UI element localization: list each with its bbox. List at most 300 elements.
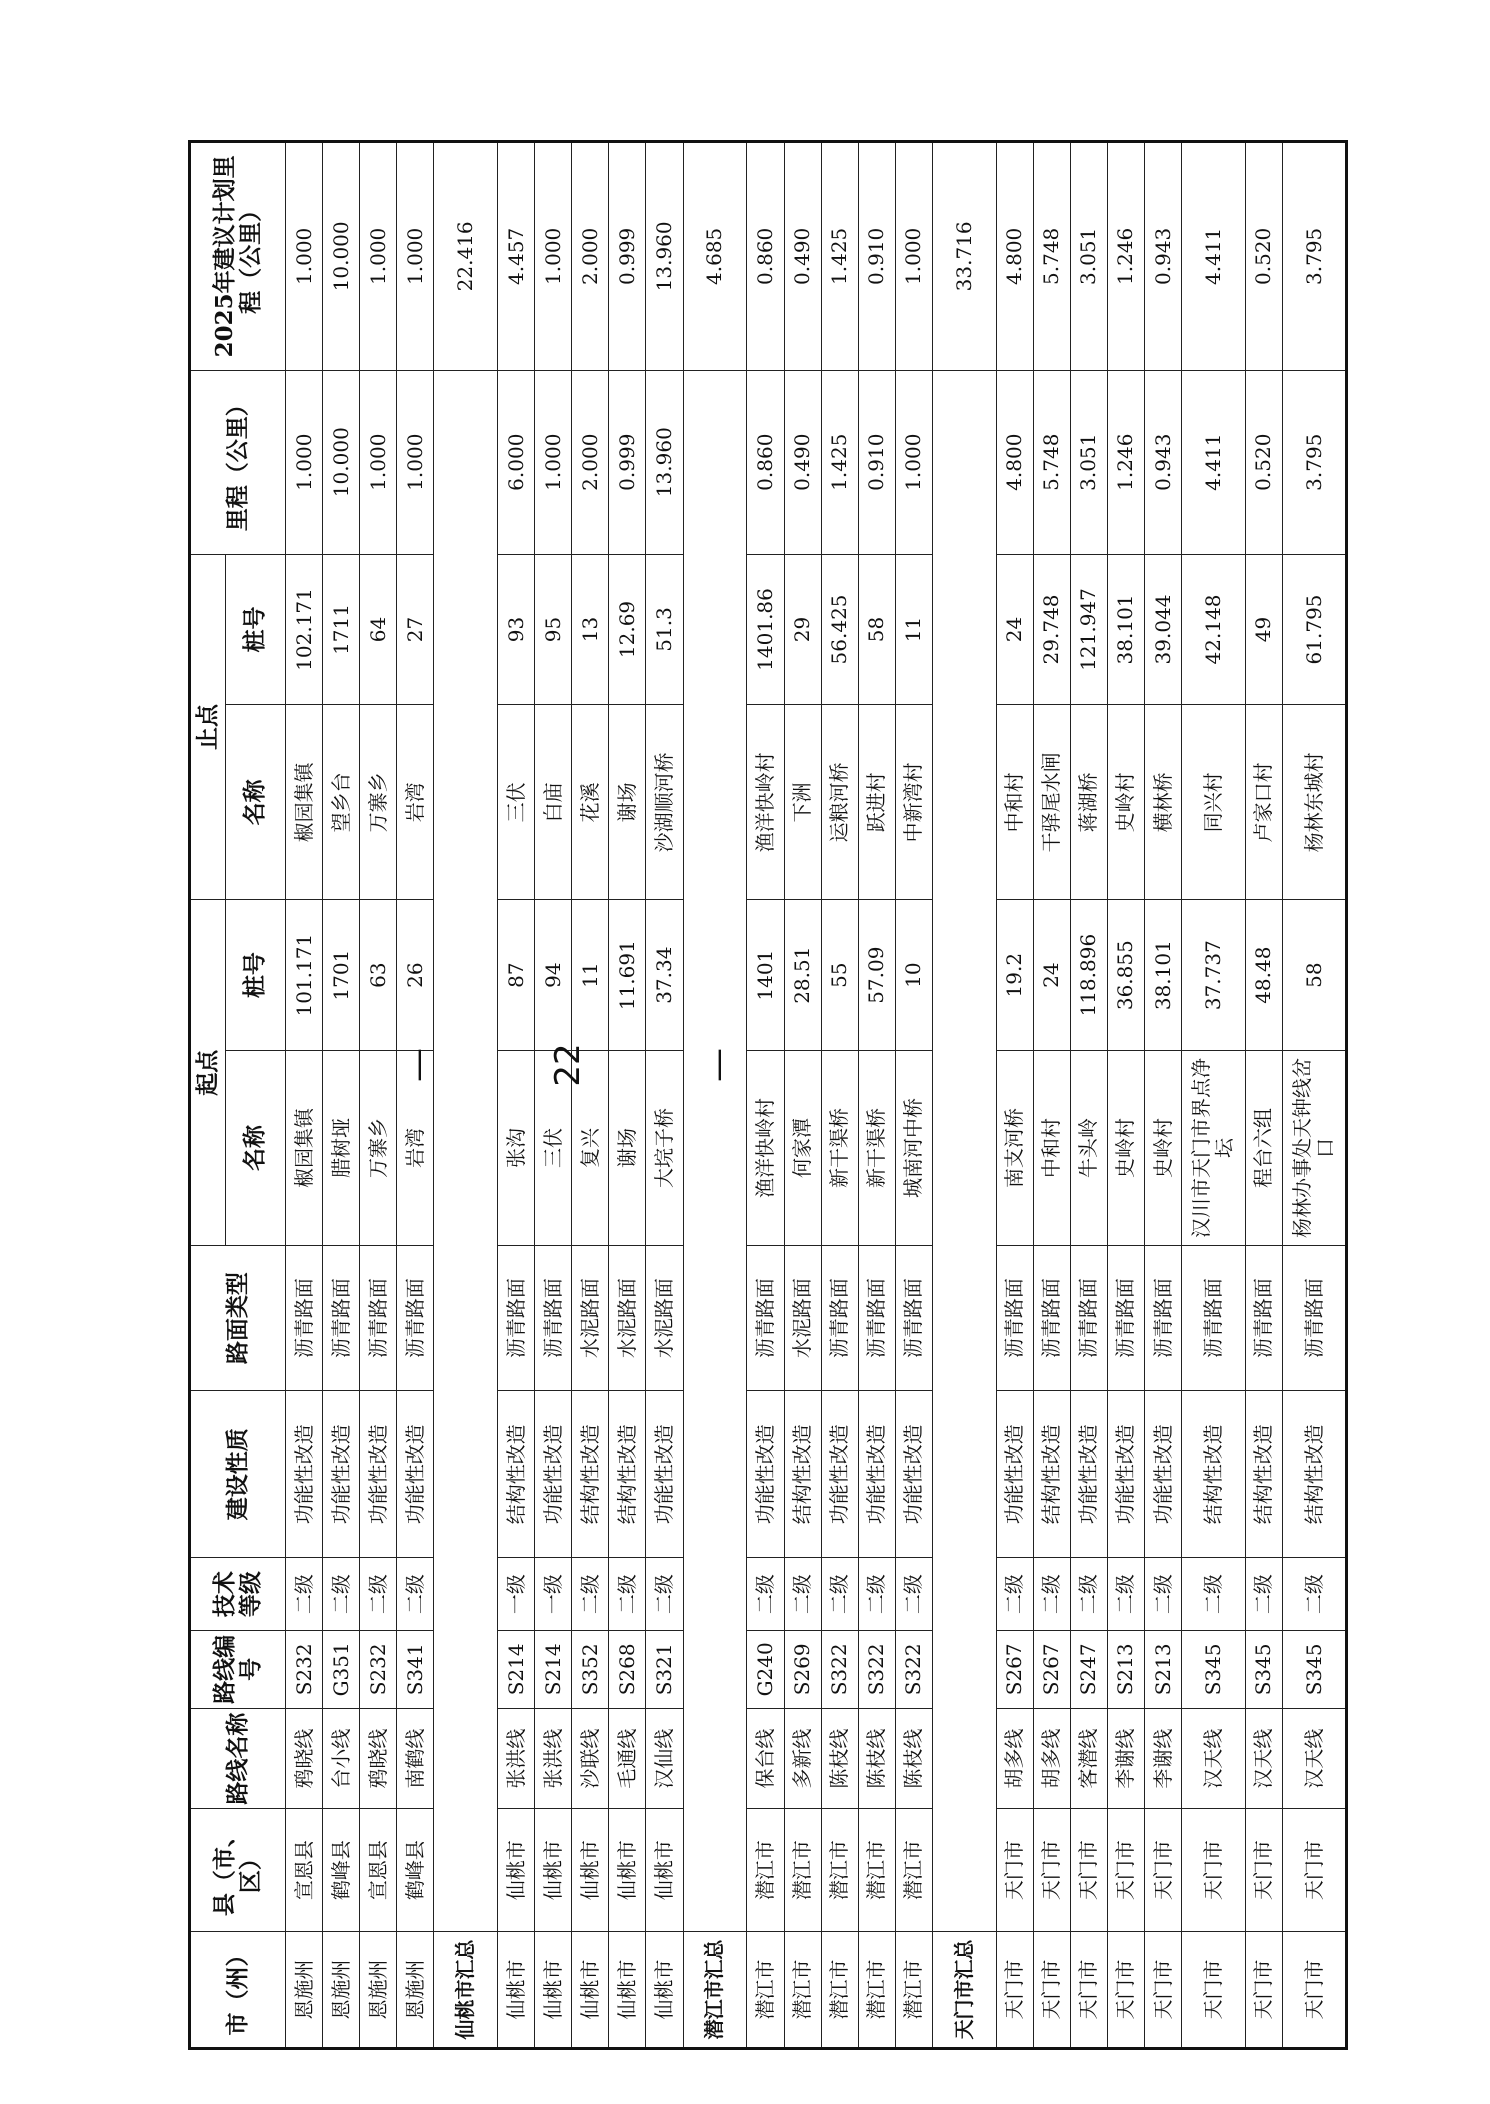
city-cell: 潜江市 — [784, 1931, 821, 2048]
route-name-cell: 毛通线 — [609, 1708, 646, 1808]
start-stake-cell: 63 — [360, 900, 397, 1051]
header-surface: 路面类型 — [190, 1246, 286, 1391]
construction-cell: 功能性改造 — [895, 1391, 932, 1558]
grade-cell: 二级 — [360, 1558, 397, 1630]
start-name-cell: 汉川市天门市界点净坛 — [1182, 1050, 1246, 1245]
table-body — [286, 142, 1347, 2049]
summary-blank — [434, 370, 498, 1931]
mileage-cell: 1.246 — [1107, 370, 1144, 554]
table-row — [360, 142, 397, 2049]
planned-cell: 0.910 — [858, 142, 895, 371]
start-name-cell: 中和村 — [1033, 1050, 1070, 1245]
route-name-cell: 客潜线 — [1070, 1708, 1107, 1808]
table-row — [1182, 142, 1246, 2049]
grade-cell: 二级 — [1070, 1558, 1107, 1630]
city-cell: 天门市 — [1182, 1931, 1246, 2048]
planned-cell: 0.520 — [1245, 142, 1282, 371]
city-cell: 仙桃市 — [646, 1931, 683, 2048]
header-route-name: 路线名称 — [190, 1708, 286, 1808]
summary-blank — [932, 370, 996, 1931]
end-stake-cell: 58 — [858, 554, 895, 705]
city-cell: 潜江市 — [895, 1931, 932, 2048]
header-planned: 2025年建议计划里程（公里） — [190, 142, 286, 371]
end-name-cell: 同兴村 — [1182, 705, 1246, 900]
start-name-cell: 史岭村 — [1144, 1050, 1181, 1245]
route-code-cell: S267 — [1033, 1630, 1070, 1708]
construction-cell: 结构性改造 — [1283, 1391, 1347, 1558]
start-stake-cell: 37.737 — [1182, 900, 1246, 1051]
county-cell: 潜江市 — [821, 1809, 858, 1932]
grade-cell: 二级 — [646, 1558, 683, 1630]
end-name-cell: 蒋湖桥 — [1070, 705, 1107, 900]
grade-cell: 二级 — [1107, 1558, 1144, 1630]
table-row — [895, 142, 932, 2049]
header-county: 县（市、区） — [190, 1809, 286, 1932]
city-cell: 潜江市 — [858, 1931, 895, 2048]
route-name-cell: 胡多线 — [1033, 1708, 1070, 1808]
end-stake-cell: 102.171 — [286, 554, 323, 705]
grade-cell: 二级 — [1144, 1558, 1181, 1630]
city-cell: 天门市 — [1283, 1931, 1347, 2048]
route-code-cell: S232 — [360, 1630, 397, 1708]
construction-cell: 功能性改造 — [360, 1391, 397, 1558]
end-stake-cell: 1401.86 — [747, 554, 784, 705]
city-cell: 仙桃市 — [535, 1931, 572, 2048]
city-cell: 仙桃市 — [609, 1931, 646, 2048]
grade-cell: 二级 — [1283, 1558, 1347, 1630]
end-stake-cell: 38.101 — [1107, 554, 1144, 705]
route-code-cell: S269 — [784, 1630, 821, 1708]
start-stake-cell: 19.2 — [996, 900, 1033, 1051]
route-code-cell: S214 — [498, 1630, 535, 1708]
route-code-cell: S345 — [1182, 1630, 1246, 1708]
route-name-cell: 张洪线 — [498, 1708, 535, 1808]
end-name-cell: 万寨乡 — [360, 705, 397, 900]
route-code-cell: S341 — [397, 1630, 434, 1708]
route-name-cell: 南鹤线 — [397, 1708, 434, 1808]
county-cell: 天门市 — [1283, 1809, 1347, 1932]
county-cell: 仙桃市 — [535, 1809, 572, 1932]
surface-cell: 水泥路面 — [609, 1246, 646, 1391]
grade-cell: 二级 — [784, 1558, 821, 1630]
construction-cell: 功能性改造 — [397, 1391, 434, 1558]
county-cell: 天门市 — [1070, 1809, 1107, 1932]
start-name-cell: 城南河中桥 — [895, 1050, 932, 1245]
route-code-cell: S214 — [535, 1630, 572, 1708]
end-stake-cell: 64 — [360, 554, 397, 705]
route-name-cell: 陈枝线 — [858, 1708, 895, 1808]
end-stake-cell: 51.3 — [646, 554, 683, 705]
route-code-cell: G351 — [323, 1630, 360, 1708]
mileage-cell: 0.910 — [858, 370, 895, 554]
start-name-cell: 大垸子桥 — [646, 1050, 683, 1245]
mileage-cell: 2.000 — [572, 370, 609, 554]
surface-cell: 沥青路面 — [498, 1246, 535, 1391]
route-code-cell: S345 — [1283, 1630, 1347, 1708]
start-name-cell: 三伏 — [535, 1050, 572, 1245]
route-code-cell: S268 — [609, 1630, 646, 1708]
end-stake-cell: 11 — [895, 554, 932, 705]
surface-cell: 沥青路面 — [323, 1246, 360, 1391]
start-stake-cell: 58 — [1283, 900, 1347, 1051]
grade-cell: 二级 — [996, 1558, 1033, 1630]
county-cell: 宣恩县 — [360, 1809, 397, 1932]
planned-cell: 1.246 — [1107, 142, 1144, 371]
table-row — [1033, 142, 1070, 2049]
county-cell: 天门市 — [1144, 1809, 1181, 1932]
end-stake-cell: 29 — [784, 554, 821, 705]
planned-cell: 10.000 — [323, 142, 360, 371]
end-name-cell: 中新湾村 — [895, 705, 932, 900]
surface-cell: 沥青路面 — [286, 1246, 323, 1391]
planned-cell: 0.860 — [747, 142, 784, 371]
rotated-page — [188, 140, 1348, 2050]
surface-cell: 沥青路面 — [1107, 1246, 1144, 1391]
planned-cell: 3.051 — [1070, 142, 1107, 371]
city-cell: 仙桃市 — [498, 1931, 535, 2048]
planned-cell: 3.795 — [1283, 142, 1347, 371]
table-row — [397, 142, 434, 2049]
county-cell: 天门市 — [1033, 1809, 1070, 1932]
surface-cell: 沥青路面 — [821, 1246, 858, 1391]
header-city: 市（州） — [190, 1931, 286, 2048]
mileage-cell: 13.960 — [646, 370, 683, 554]
county-cell: 天门市 — [1107, 1809, 1144, 1932]
planned-cell: 1.425 — [821, 142, 858, 371]
end-name-cell: 椒园集镇 — [286, 705, 323, 900]
summary-planned: 22.416 — [434, 142, 498, 371]
route-code-cell: S247 — [1070, 1630, 1107, 1708]
mileage-cell: 1.000 — [895, 370, 932, 554]
start-name-cell: 谢场 — [609, 1050, 646, 1245]
construction-cell: 功能性改造 — [1070, 1391, 1107, 1558]
construction-cell: 结构性改造 — [1245, 1391, 1282, 1558]
surface-cell: 沥青路面 — [747, 1246, 784, 1391]
construction-cell: 结构性改造 — [1033, 1391, 1070, 1558]
end-name-cell: 白庙 — [535, 705, 572, 900]
county-cell: 潜江市 — [784, 1809, 821, 1932]
county-cell: 天门市 — [1245, 1809, 1282, 1932]
surface-cell: 沥青路面 — [1245, 1246, 1282, 1391]
route-name-cell: 胡多线 — [996, 1708, 1033, 1808]
city-cell: 潜江市 — [747, 1931, 784, 2048]
mileage-cell: 0.999 — [609, 370, 646, 554]
construction-cell: 结构性改造 — [498, 1391, 535, 1558]
header-tech-grade: 技术等级 — [190, 1558, 286, 1630]
grade-cell: 二级 — [1245, 1558, 1282, 1630]
header-start-group: 起点 — [190, 900, 226, 1246]
county-cell: 潜江市 — [858, 1809, 895, 1932]
end-name-cell: 横林桥 — [1144, 705, 1181, 900]
table-row — [996, 142, 1033, 2049]
page-number: — 22 — — [398, 1043, 738, 1087]
grade-cell: 二级 — [286, 1558, 323, 1630]
route-name-cell: 汉仙线 — [646, 1708, 683, 1808]
city-cell: 潜江市 — [821, 1931, 858, 2048]
start-name-cell: 牛头岭 — [1070, 1050, 1107, 1245]
start-name-cell: 新干渠桥 — [858, 1050, 895, 1245]
end-stake-cell: 93 — [498, 554, 535, 705]
grade-cell: 二级 — [858, 1558, 895, 1630]
construction-cell: 结构性改造 — [784, 1391, 821, 1558]
start-name-cell: 岩湾 — [397, 1050, 434, 1245]
start-name-cell: 史岭村 — [1107, 1050, 1144, 1245]
table-row — [609, 142, 646, 2049]
route-name-cell: 保台线 — [747, 1708, 784, 1808]
table-row — [323, 142, 360, 2049]
planned-cell: 4.800 — [996, 142, 1033, 371]
surface-cell: 沥青路面 — [895, 1246, 932, 1391]
start-name-cell: 复兴 — [572, 1050, 609, 1245]
header-start-stake: 桩号 — [226, 900, 286, 1051]
construction-cell: 功能性改造 — [747, 1391, 784, 1558]
construction-cell: 结构性改造 — [609, 1391, 646, 1558]
route-name-cell: 陈枝线 — [895, 1708, 932, 1808]
grade-cell: 二级 — [397, 1558, 434, 1630]
summary-blank — [683, 370, 747, 1931]
end-stake-cell: 27 — [397, 554, 434, 705]
grade-cell: 一级 — [535, 1558, 572, 1630]
mileage-cell: 0.490 — [784, 370, 821, 554]
mileage-cell: 0.860 — [747, 370, 784, 554]
city-cell: 天门市 — [996, 1931, 1033, 2048]
mileage-cell: 5.748 — [1033, 370, 1070, 554]
surface-cell: 沥青路面 — [858, 1246, 895, 1391]
table-row — [1245, 142, 1282, 2049]
surface-cell: 沥青路面 — [360, 1246, 397, 1391]
end-stake-cell: 121.947 — [1070, 554, 1107, 705]
start-name-cell: 张沟 — [498, 1050, 535, 1245]
city-cell: 天门市 — [1070, 1931, 1107, 2048]
start-name-cell: 万寨乡 — [360, 1050, 397, 1245]
surface-cell: 水泥路面 — [646, 1246, 683, 1391]
county-cell: 潜江市 — [895, 1809, 932, 1932]
table-row — [572, 142, 609, 2049]
table-row — [821, 142, 858, 2049]
table-row — [747, 142, 784, 2049]
end-name-cell: 渔洋快岭村 — [747, 705, 784, 900]
table-row — [784, 142, 821, 2049]
start-stake-cell: 11 — [572, 900, 609, 1051]
route-code-cell: S213 — [1144, 1630, 1181, 1708]
mileage-cell: 1.000 — [360, 370, 397, 554]
mileage-cell: 6.000 — [498, 370, 535, 554]
construction-cell: 功能性改造 — [286, 1391, 323, 1558]
surface-cell: 沥青路面 — [1283, 1246, 1347, 1391]
planned-cell: 1.000 — [360, 142, 397, 371]
route-name-cell: 多新线 — [784, 1708, 821, 1808]
start-stake-cell: 1401 — [747, 900, 784, 1051]
end-name-cell: 跃进村 — [858, 705, 895, 900]
end-name-cell: 岩湾 — [397, 705, 434, 900]
table-row — [1283, 142, 1347, 2049]
end-name-cell: 沙湖顺河桥 — [646, 705, 683, 900]
planned-cell: 1.000 — [535, 142, 572, 371]
end-stake-cell: 29.748 — [1033, 554, 1070, 705]
start-name-cell: 渔洋快岭村 — [747, 1050, 784, 1245]
end-name-cell: 三伏 — [498, 705, 535, 900]
mileage-cell: 3.795 — [1283, 370, 1347, 554]
city-cell: 仙桃市 — [572, 1931, 609, 2048]
construction-cell: 功能性改造 — [996, 1391, 1033, 1558]
city-cell: 恩施州 — [286, 1931, 323, 2048]
table-row — [286, 142, 323, 2049]
header-mileage: 里程（公里） — [190, 370, 286, 554]
route-code-cell: S322 — [858, 1630, 895, 1708]
planned-cell: 1.000 — [895, 142, 932, 371]
end-name-cell: 杨林东城村 — [1283, 705, 1347, 900]
planned-cell: 13.960 — [646, 142, 683, 371]
start-stake-cell: 94 — [535, 900, 572, 1051]
route-name-cell: 台小线 — [323, 1708, 360, 1808]
start-stake-cell: 101.171 — [286, 900, 323, 1051]
start-name-cell: 杨林办事处天钟线岔口 — [1283, 1050, 1347, 1245]
header-end-group: 止点 — [190, 554, 226, 900]
summary-row — [683, 142, 747, 2049]
city-cell: 天门市 — [1033, 1931, 1070, 2048]
surface-cell: 沥青路面 — [1144, 1246, 1181, 1391]
table-row — [858, 142, 895, 2049]
surface-cell: 水泥路面 — [572, 1246, 609, 1391]
end-stake-cell: 1711 — [323, 554, 360, 705]
route-name-cell: 鸦晓线 — [360, 1708, 397, 1808]
header-end-name: 名称 — [226, 705, 286, 900]
start-stake-cell: 38.101 — [1144, 900, 1181, 1051]
end-stake-cell: 95 — [535, 554, 572, 705]
grade-cell: 二级 — [1182, 1558, 1246, 1630]
surface-cell: 沥青路面 — [535, 1246, 572, 1391]
city-cell: 天门市 — [1107, 1931, 1144, 2048]
mileage-cell: 4.411 — [1182, 370, 1246, 554]
summary-row — [434, 142, 498, 2049]
construction-cell: 功能性改造 — [535, 1391, 572, 1558]
county-cell: 仙桃市 — [498, 1809, 535, 1932]
mileage-cell: 1.000 — [535, 370, 572, 554]
county-cell: 潜江市 — [747, 1809, 784, 1932]
county-cell: 天门市 — [996, 1809, 1033, 1932]
end-name-cell: 卢家口村 — [1245, 705, 1282, 900]
county-cell: 仙桃市 — [609, 1809, 646, 1932]
city-cell: 天门市 — [1245, 1931, 1282, 2048]
start-stake-cell: 11.691 — [609, 900, 646, 1051]
county-cell: 宣恩县 — [286, 1809, 323, 1932]
mileage-cell: 0.943 — [1144, 370, 1181, 554]
route-name-cell: 汉天线 — [1283, 1708, 1347, 1808]
planned-cell: 2.000 — [572, 142, 609, 371]
mileage-cell: 1.425 — [821, 370, 858, 554]
city-cell: 天门市 — [1144, 1931, 1181, 2048]
start-stake-cell: 24 — [1033, 900, 1070, 1051]
construction-cell: 结构性改造 — [1182, 1391, 1246, 1558]
start-stake-cell: 37.34 — [646, 900, 683, 1051]
summary-label: 仙桃市汇总 — [434, 1931, 498, 2048]
construction-cell: 功能性改造 — [821, 1391, 858, 1558]
table-row — [1144, 142, 1181, 2049]
table-row — [646, 142, 683, 2049]
mileage-cell: 10.000 — [323, 370, 360, 554]
grade-cell: 二级 — [1033, 1558, 1070, 1630]
planned-cell: 5.748 — [1033, 142, 1070, 371]
route-name-cell: 沙联线 — [572, 1708, 609, 1808]
table-row — [498, 142, 535, 2049]
end-name-cell: 谢场 — [609, 705, 646, 900]
construction-cell: 功能性改造 — [1144, 1391, 1181, 1558]
route-name-cell: 李谢线 — [1107, 1708, 1144, 1808]
start-stake-cell: 10 — [895, 900, 932, 1051]
road-plan-table — [188, 140, 1348, 2050]
county-cell: 仙桃市 — [646, 1809, 683, 1932]
end-name-cell: 望乡台 — [323, 705, 360, 900]
route-name-cell: 李谢线 — [1144, 1708, 1181, 1808]
planned-cell: 4.457 — [498, 142, 535, 371]
county-cell: 天门市 — [1182, 1809, 1246, 1932]
end-stake-cell: 13 — [572, 554, 609, 705]
end-stake-cell: 12.69 — [609, 554, 646, 705]
end-name-cell: 运粮河桥 — [821, 705, 858, 900]
route-code-cell: S322 — [895, 1630, 932, 1708]
planned-cell: 0.943 — [1144, 142, 1181, 371]
city-cell: 恩施州 — [397, 1931, 434, 2048]
construction-cell: 功能性改造 — [323, 1391, 360, 1558]
summary-planned: 4.685 — [683, 142, 747, 371]
end-stake-cell: 42.148 — [1182, 554, 1246, 705]
start-name-cell: 何家潭 — [784, 1050, 821, 1245]
header-start-name: 名称 — [226, 1050, 286, 1245]
start-stake-cell: 36.855 — [1107, 900, 1144, 1051]
summary-label: 潜江市汇总 — [683, 1931, 747, 2048]
construction-cell: 功能性改造 — [858, 1391, 895, 1558]
summary-row — [932, 142, 996, 2049]
construction-cell: 结构性改造 — [572, 1391, 609, 1558]
start-name-cell: 新干渠桥 — [821, 1050, 858, 1245]
start-stake-cell: 28.51 — [784, 900, 821, 1051]
route-code-cell: S232 — [286, 1630, 323, 1708]
table-row — [535, 142, 572, 2049]
header-end-stake: 桩号 — [226, 554, 286, 705]
route-code-cell: S322 — [821, 1630, 858, 1708]
grade-cell: 二级 — [572, 1558, 609, 1630]
start-stake-cell: 57.09 — [858, 900, 895, 1051]
surface-cell: 沥青路面 — [397, 1246, 434, 1391]
route-name-cell: 汉天线 — [1245, 1708, 1282, 1808]
table-row — [1070, 142, 1107, 2049]
route-name-cell: 汉天线 — [1182, 1708, 1246, 1808]
grade-cell: 二级 — [821, 1558, 858, 1630]
start-stake-cell: 1701 — [323, 900, 360, 1051]
summary-label: 天门市汇总 — [932, 1931, 996, 2048]
city-cell: 恩施州 — [323, 1931, 360, 2048]
county-cell: 鹤峰县 — [397, 1809, 434, 1932]
mileage-cell: 1.000 — [397, 370, 434, 554]
surface-cell: 水泥路面 — [784, 1246, 821, 1391]
end-stake-cell: 56.425 — [821, 554, 858, 705]
planned-cell: 0.490 — [784, 142, 821, 371]
header-route-code: 路线编号 — [190, 1630, 286, 1708]
end-stake-cell: 61.795 — [1283, 554, 1347, 705]
start-name-cell: 椒园集镇 — [286, 1050, 323, 1245]
start-stake-cell: 87 — [498, 900, 535, 1051]
grade-cell: 一级 — [498, 1558, 535, 1630]
end-stake-cell: 49 — [1245, 554, 1282, 705]
start-stake-cell: 26 — [397, 900, 434, 1051]
route-name-cell: 张洪线 — [535, 1708, 572, 1808]
route-code-cell: S267 — [996, 1630, 1033, 1708]
construction-cell: 功能性改造 — [646, 1391, 683, 1558]
route-name-cell: 陈枝线 — [821, 1708, 858, 1808]
surface-cell: 沥青路面 — [1033, 1246, 1070, 1391]
end-name-cell: 干驿尾水闸 — [1033, 705, 1070, 900]
table-row — [1107, 142, 1144, 2049]
